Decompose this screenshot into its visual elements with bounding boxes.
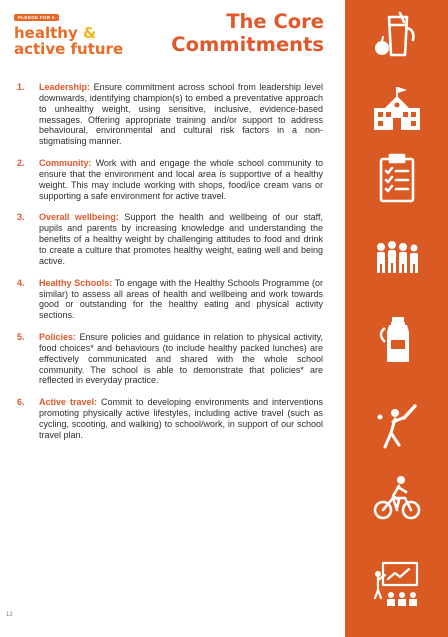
logo-word-healthy: healthy: [14, 24, 78, 42]
item-body: Work with and engage the whole school community to ensure that the environment and local area is supportive of a healthy weight. This may include working with shops, food/ice cream vans or supporting a safe environment for active travel.: [39, 158, 323, 201]
item-number: 1.: [17, 82, 25, 92]
page-title-line-1: The Core: [226, 10, 324, 33]
item-number: 5.: [17, 332, 25, 343]
item-heading: Overall wellbeing:: [39, 212, 119, 223]
item-text: [39, 278, 323, 321]
logo-tag: PLEDGE FOR A: [14, 14, 59, 21]
page-title-line-2: Commitments: [171, 33, 324, 56]
water-bottle-icon: [359, 312, 435, 368]
item-number: 4.: [17, 277, 25, 288]
group-of-children-icon: [359, 229, 435, 285]
item-heading: Active travel:: [39, 397, 98, 408]
commitments-list: [17, 82, 323, 441]
teacher-with-pupils-icon: [359, 558, 435, 614]
school-building-icon: [359, 82, 435, 138]
item-text: [39, 82, 323, 147]
item-body: Ensure policies and guidance in relation to physical activity, food choices* and behaviours (to include healthy packed lunches) are effectively communicated and shared with the whole school community. The school is able to demonstrate that policies* are reflected in everyday practice.: [39, 332, 323, 386]
commitment-item-community: [17, 158, 323, 201]
commitment-item-overall-wellbeing: [17, 212, 323, 266]
item-body: Support the health and wellbeing of our staff, pupils and parents by increasing knowledge and understanding the benefits of a healthy weight by challenging attitudes to food and drink to create a culture that promotes healthy weight, eating well and being active.: [39, 212, 323, 266]
page-number: 12: [6, 612, 13, 618]
icon-sidebar: [345, 0, 448, 637]
item-heading: Healthy Schools:: [39, 277, 113, 288]
item-heading: Community:: [39, 158, 92, 169]
checklist-icon: [359, 150, 435, 206]
item-text: [39, 397, 323, 440]
item-body: Ensure commitment across school from leadership level downwards, identifying champion(s) to embed a preventative approach to unhealthy weight, using sensitive, inclusive, evidence-based messages. Offering appropriate training and/or support to address behavioural, environmental and cultural risk factors in a non-stigmatising manner.: [39, 82, 323, 147]
item-number: 3.: [17, 212, 25, 223]
item-number: 2.: [17, 158, 25, 169]
drink-and-apple-icon: [359, 8, 435, 64]
cricket-player-icon: [359, 401, 435, 457]
commitment-item-healthy-schools: [17, 278, 323, 321]
item-body: To engage with the Healthy Schools Programme (or similar) to assess all areas of health and wellbeing and work towards good or outstanding for the healthy eating and physical activity sections.: [39, 277, 323, 321]
commitment-item-policies: [17, 332, 323, 386]
item-text: [39, 158, 323, 201]
logo-line-2: active future: [14, 40, 124, 58]
logo-line-1: [14, 25, 134, 41]
item-heading: Leadership:: [39, 82, 91, 92]
logo-ampersand: &: [82, 24, 97, 42]
item-body: Commit to developing environments and interventions promoting physically active lifestyles, including active travel (such as cycling, scooting, and walking) to school/work, in support of our school travel plan.: [39, 397, 323, 440]
item-text: [39, 212, 323, 266]
commitment-item-leadership: [17, 82, 323, 147]
pledge-logo: [14, 6, 134, 57]
page-title: [171, 10, 324, 56]
item-text: [39, 332, 323, 386]
item-number: 6.: [17, 397, 25, 408]
item-heading: Policies:: [39, 332, 77, 343]
cyclist-icon: [359, 470, 435, 526]
commitment-item-active-travel: [17, 397, 323, 440]
